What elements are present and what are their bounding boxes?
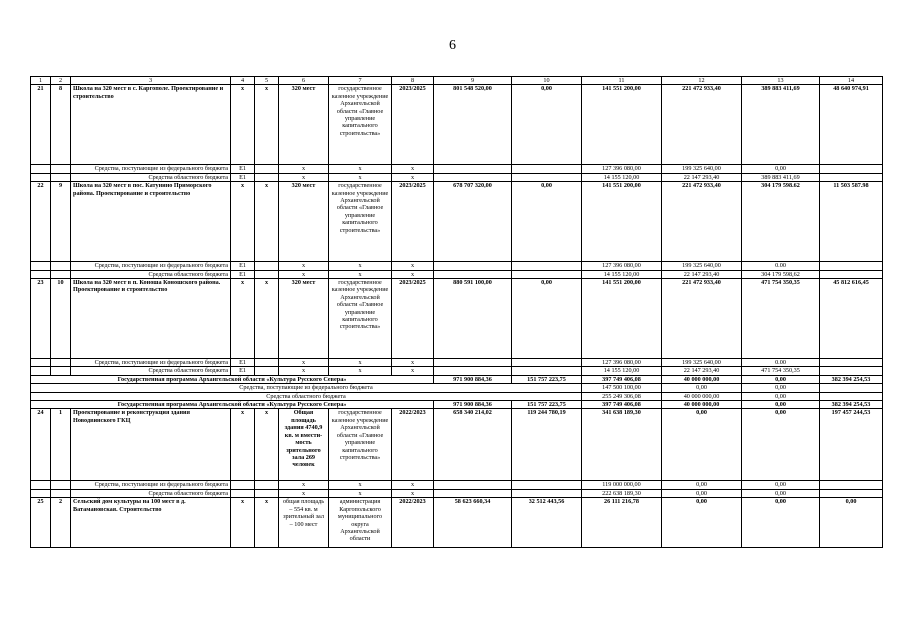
cell: х <box>231 279 255 359</box>
amount: 304 179 598,62 <box>742 270 820 278</box>
amount: 22 147 293,40 <box>662 173 742 181</box>
cell: х <box>255 182 279 262</box>
row-number: 21 <box>31 85 51 165</box>
header-cell: 2 <box>51 77 71 85</box>
amount: 11 503 587.98 <box>820 182 883 262</box>
amount: 0,00 <box>512 279 582 359</box>
amount: 141 551 200,00 <box>582 279 662 359</box>
header-cell: 11 <box>582 77 662 85</box>
capacity: Общая площадь здания 4740,9 кв. м вмести-мость зрительного зала 269 человек <box>279 409 329 481</box>
cell: х <box>392 262 434 270</box>
period: 2023/2025 <box>392 182 434 262</box>
cell: х <box>392 367 434 375</box>
amount: 0.00 <box>742 359 820 367</box>
amount: 678 707 320,00 <box>434 182 512 262</box>
amount: 14 155 120,00 <box>582 270 662 278</box>
amount: 45 812 616,45 <box>820 279 883 359</box>
cell: х <box>392 173 434 181</box>
header-cell: 8 <box>392 77 434 85</box>
header-cell: 5 <box>255 77 279 85</box>
customer: государственное казенное учреждение Архангельской области «Главное управление капитального строительства» <box>329 279 392 359</box>
amount: 221 472 933,40 <box>662 182 742 262</box>
amount: 222 638 189,30 <box>582 489 662 497</box>
cell: х <box>329 489 392 497</box>
amount: 0,00 <box>662 409 742 481</box>
amount: 341 638 189,30 <box>582 409 662 481</box>
amount: 22 147 293,40 <box>662 270 742 278</box>
cell: х <box>231 409 255 481</box>
cell: х <box>392 270 434 278</box>
amount: 0,00 <box>742 409 820 481</box>
cell: х <box>255 409 279 481</box>
amount: 471 754 350,35 <box>742 279 820 359</box>
amount: 0,00 <box>662 481 742 489</box>
object-row <box>31 182 883 262</box>
row-number: 23 <box>31 279 51 359</box>
amount: 0,00 <box>662 498 742 548</box>
program-total-row <box>31 375 883 383</box>
cell: х <box>392 489 434 497</box>
amount: 26 111 216,78 <box>582 498 662 548</box>
cell: х <box>329 173 392 181</box>
object-name: Школа на 320 мест в п. Коноша Коношского района. Проектирование и строительство <box>71 279 231 359</box>
amount: 0,00 <box>742 498 820 548</box>
period: 2022/2023 <box>392 498 434 548</box>
amount: 14 155 120,00 <box>582 173 662 181</box>
amount: 0.00 <box>742 262 820 270</box>
amount: 658 340 214,02 <box>434 409 512 481</box>
amount: 141 551 200,00 <box>582 85 662 165</box>
page-number: 6 <box>449 38 456 53</box>
header-cell: 6 <box>279 77 329 85</box>
amount: 199 325 640,00 <box>662 262 742 270</box>
cell: х <box>279 270 329 278</box>
amount: 0,00 <box>742 401 820 409</box>
amount: 141 551 200,00 <box>582 182 662 262</box>
amount: 382 394 254,53 <box>820 401 883 409</box>
object-row <box>31 498 883 548</box>
amount: 971 900 884,36 <box>434 401 512 409</box>
amount: 221 472 933,40 <box>662 279 742 359</box>
cell: х <box>279 262 329 270</box>
funds-label: Средства областного бюджета <box>71 367 231 375</box>
row-number: 22 <box>31 182 51 262</box>
cell: E1 <box>231 359 255 367</box>
funds-label: Средства, поступающие из федерального бюджета <box>31 384 582 392</box>
amount: 58 623 660,34 <box>434 498 512 548</box>
period: 2022/2023 <box>392 409 434 481</box>
amount: 119 244 780,19 <box>512 409 582 481</box>
cell: х <box>279 165 329 173</box>
header-cell: 7 <box>329 77 392 85</box>
cell: х <box>329 481 392 489</box>
cell: х <box>392 359 434 367</box>
period: 2023/2025 <box>392 85 434 165</box>
row-subnumber: 10 <box>51 279 71 359</box>
amount: 14 155 120,00 <box>582 367 662 375</box>
amount: 0,00 <box>820 498 883 548</box>
row-subnumber: 8 <box>51 85 71 165</box>
amount: 0,00 <box>742 384 820 392</box>
amount: 801 548 520,00 <box>434 85 512 165</box>
row-number: 24 <box>31 409 51 481</box>
amount: 40 000 000,00 <box>662 401 742 409</box>
cell: х <box>392 481 434 489</box>
cell: х <box>329 359 392 367</box>
amount: 0,00 <box>512 182 582 262</box>
amount: 127 396 080,00 <box>582 262 662 270</box>
cell: х <box>279 481 329 489</box>
federal-funds-row <box>31 165 883 173</box>
cell: х <box>255 85 279 165</box>
header-cell: 3 <box>71 77 231 85</box>
cell: E1 <box>231 173 255 181</box>
amount: 127 396 080,00 <box>582 359 662 367</box>
customer: государственное казенное учреждение Архангельской области «Главное управление капитального строительства» <box>329 409 392 481</box>
funds-label: Средства, поступающие из федерального бюджета <box>71 262 231 270</box>
funds-label: Средства, поступающие из федерального бюджета <box>71 359 231 367</box>
row-number: 25 <box>31 498 51 548</box>
cell: х <box>329 165 392 173</box>
amount: 22 147 293,40 <box>662 367 742 375</box>
funds-label: Средства областного бюджета <box>31 392 582 400</box>
capacity: 320 мест <box>279 182 329 262</box>
amount: 382 394 254,53 <box>820 375 883 383</box>
cell: х <box>255 279 279 359</box>
amount: 0,00 <box>742 392 820 400</box>
amount: 199 325 640,00 <box>662 165 742 173</box>
header-cell: 4 <box>231 77 255 85</box>
funds-label: Средства областного бюджета <box>71 270 231 278</box>
amount: 48 640 974,91 <box>820 85 883 165</box>
federal-funds-row <box>31 359 883 367</box>
object-name: Сельский дом культуры на 100 мест в д. Ватамановская. Строительство <box>71 498 231 548</box>
program-regional-row <box>31 392 883 400</box>
cell: E1 <box>231 367 255 375</box>
row-subnumber: 1 <box>51 409 71 481</box>
cell: х <box>231 498 255 548</box>
object-row <box>31 85 883 165</box>
customer: администрация Каргопольского муниципального округа Архангельской области <box>329 498 392 548</box>
regional-funds-row <box>31 489 883 497</box>
column-number-row <box>31 77 883 85</box>
amount: 0,00 <box>742 489 820 497</box>
investment-table <box>30 76 883 548</box>
amount: 40 000 000,00 <box>662 392 742 400</box>
regional-funds-row <box>31 173 883 181</box>
header-cell: 13 <box>742 77 820 85</box>
amount: 0,00 <box>742 375 820 383</box>
cell: E1 <box>231 262 255 270</box>
object-name: Школа на 320 мест в с. Каргополе. Проектирование и строительство <box>71 85 231 165</box>
cell: х <box>255 498 279 548</box>
row-subnumber: 9 <box>51 182 71 262</box>
amount: 119 000 000,00 <box>582 481 662 489</box>
amount: 127 396 080,00 <box>582 165 662 173</box>
amount: 151 757 223,75 <box>512 401 582 409</box>
amount: 0,00 <box>742 481 820 489</box>
amount: 221 472 933,40 <box>662 85 742 165</box>
amount: 397 749 406,08 <box>582 401 662 409</box>
header-cell: 12 <box>662 77 742 85</box>
program-title: Государственная программа Архангельской области «Культура Русского Севера» <box>31 401 434 409</box>
amount: 880 591 100,00 <box>434 279 512 359</box>
amount: 397 749 406,08 <box>582 375 662 383</box>
funds-label: Средства, поступающие из федерального бюджета <box>71 481 231 489</box>
amount: 199 325 640,00 <box>662 359 742 367</box>
program-federal-row <box>31 384 883 392</box>
amount: 32 512 443,56 <box>512 498 582 548</box>
amount: 471 754 350,35 <box>742 367 820 375</box>
object-row <box>31 279 883 359</box>
cell: х <box>231 182 255 262</box>
cell: х <box>329 367 392 375</box>
program-total-row <box>31 401 883 409</box>
cell: х <box>329 270 392 278</box>
capacity: 320 мест <box>279 279 329 359</box>
cell: х <box>392 165 434 173</box>
federal-funds-row <box>31 481 883 489</box>
amount: 389 883 411,69 <box>742 173 820 181</box>
regional-funds-row <box>31 270 883 278</box>
period: 2023/2025 <box>392 279 434 359</box>
amount: 197 457 244,53 <box>820 409 883 481</box>
funds-label: Средства областного бюджета <box>71 173 231 181</box>
regional-funds-row <box>31 367 883 375</box>
cell: х <box>279 367 329 375</box>
cell: х <box>279 359 329 367</box>
funds-label: Средства областного бюджета <box>71 489 231 497</box>
amount: 0,00 <box>662 489 742 497</box>
capacity: 320 мест <box>279 85 329 165</box>
object-row <box>31 409 883 481</box>
cell: х <box>279 173 329 181</box>
cell: х <box>231 85 255 165</box>
header-cell: 14 <box>820 77 883 85</box>
customer: государственное казенное учреждение Архангельской области «Главное управление капитального строительства» <box>329 85 392 165</box>
amount: 389 883 411,69 <box>742 85 820 165</box>
header-cell: 1 <box>31 77 51 85</box>
funds-label: Средства, поступающие из федерального бюджета <box>71 165 231 173</box>
object-name: Школа на 320 мест в пос. Катунино Приморского района. Проектирование и строительство <box>71 182 231 262</box>
amount: 255 249 306,08 <box>582 392 662 400</box>
amount: 0,00 <box>662 384 742 392</box>
amount: 0,00 <box>742 165 820 173</box>
amount: 304 179 598.62 <box>742 182 820 262</box>
amount: 151 757 223,75 <box>512 375 582 383</box>
amount: 147 500 100,00 <box>582 384 662 392</box>
capacity: общая площадь – 554 кв. м зрительный зал – 100 мест <box>279 498 329 548</box>
program-title: Государственная программа Архангельской области «Культура Русского Севера» <box>31 375 434 383</box>
cell: х <box>279 489 329 497</box>
object-name: Проектирование и реконструкция здания Новодвинского ГКЦ <box>71 409 231 481</box>
header-cell: 9 <box>434 77 512 85</box>
federal-funds-row <box>31 262 883 270</box>
customer: государственное казенное учреждение Архангельской области «Главное управление капитального строительства» <box>329 182 392 262</box>
amount: 0,00 <box>512 85 582 165</box>
cell: E1 <box>231 165 255 173</box>
amount: 40 000 000,00 <box>662 375 742 383</box>
header-cell: 10 <box>512 77 582 85</box>
amount: 971 900 884,36 <box>434 375 512 383</box>
row-subnumber: 2 <box>51 498 71 548</box>
cell: E1 <box>231 270 255 278</box>
cell: х <box>329 262 392 270</box>
